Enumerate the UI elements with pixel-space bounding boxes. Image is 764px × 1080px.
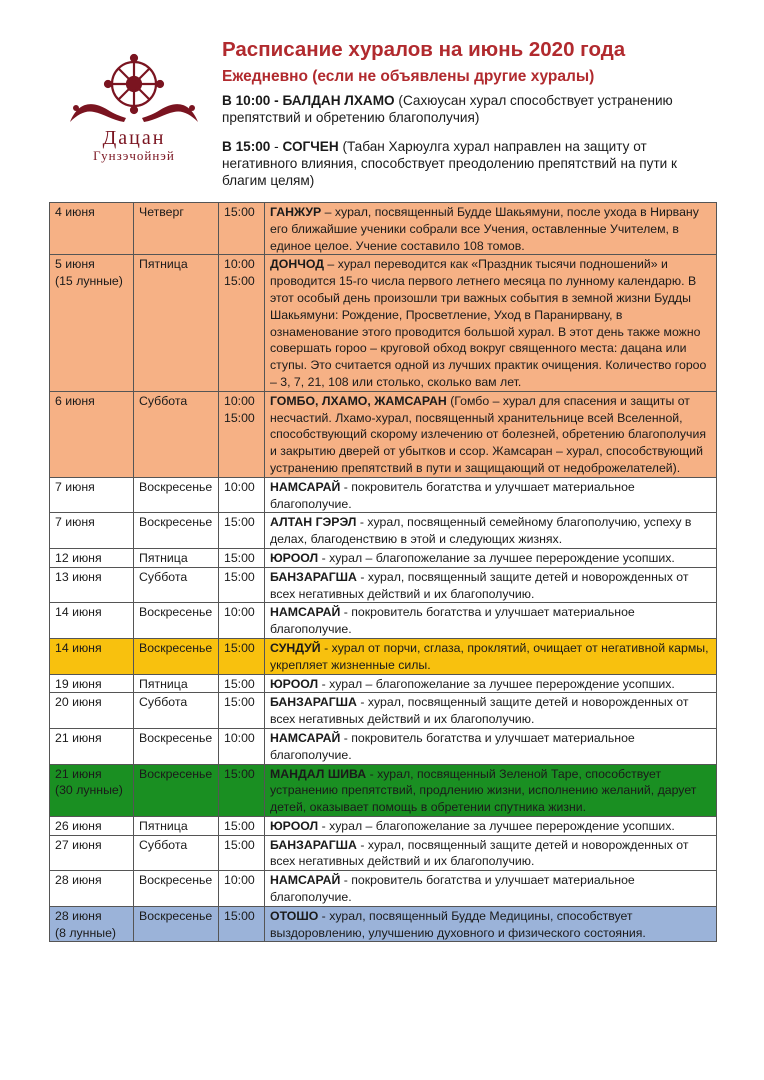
- date-cell: [50, 638, 134, 674]
- khural-name: ОТОШО: [270, 908, 319, 923]
- weekday-cell: [134, 255, 219, 391]
- table-row: [50, 477, 717, 513]
- weekday-cell: [134, 871, 219, 907]
- description-cell: [265, 513, 717, 549]
- khural-description: - хурал, посвященный Будде Медицины, способствует выздоровлению, улучшению духовного и физического состояния.: [270, 908, 646, 940]
- date: 7 июня: [55, 515, 95, 530]
- table-row: [50, 728, 717, 764]
- description-cell: [265, 567, 717, 603]
- time: 15:00: [224, 569, 255, 584]
- date: 14 июня: [55, 605, 102, 620]
- time-cell: [219, 871, 265, 907]
- weekday: Суббота: [139, 837, 188, 852]
- time: 15:00: [224, 205, 255, 219]
- date: 26 июня: [55, 818, 102, 833]
- time: 10:00: [224, 393, 255, 408]
- description-cell: [265, 391, 717, 477]
- date: 27 июня: [55, 837, 102, 852]
- time-cell: [219, 203, 265, 255]
- time: 15:00: [224, 818, 255, 833]
- schedule-table: [49, 202, 717, 942]
- weekday-cell: [134, 674, 219, 693]
- weekday: Воскресенье: [139, 908, 213, 923]
- khural-name: ЮРООЛ: [270, 818, 319, 833]
- khural-name: ЮРООЛ: [270, 550, 319, 565]
- time-cell: [219, 728, 265, 764]
- khural-name: БАНЗАРАГША: [270, 837, 357, 852]
- weekday: Воскресенье: [139, 605, 213, 620]
- time: 15:00: [224, 837, 255, 852]
- khural-name: СУНДУЙ: [270, 640, 321, 655]
- date: 4 июня: [55, 205, 95, 219]
- date: 28 июня: [55, 873, 102, 888]
- time-cell: [219, 391, 265, 477]
- date-cell: [50, 816, 134, 835]
- lunar-date: (30 лунные): [55, 783, 123, 798]
- table-row: [50, 693, 717, 729]
- khural-name: ДОНЧОД: [270, 257, 325, 272]
- khural-description: - хурал, посвященный защите детей и новорожденных от всех негативных действий и их благополучию.: [270, 837, 689, 869]
- table-row: [50, 835, 717, 871]
- daily-entry-2-time: В 15:00: [222, 139, 271, 154]
- weekday-cell: [134, 603, 219, 639]
- time: 15:00: [224, 695, 255, 710]
- weekday: Пятница: [139, 818, 188, 833]
- table-row: [50, 674, 717, 693]
- description-cell: [265, 906, 717, 942]
- date-cell: [50, 203, 134, 255]
- lunar-date: (8 лунные): [55, 925, 117, 940]
- weekday-cell: [134, 638, 219, 674]
- table-row: [50, 816, 717, 835]
- time: 10:00: [224, 873, 255, 888]
- description-cell: [265, 764, 717, 816]
- khural-name: МАНДАЛ ШИВА: [270, 766, 367, 781]
- weekday: Пятница: [139, 257, 188, 272]
- date-cell: [50, 693, 134, 729]
- date-cell: [50, 548, 134, 567]
- date-cell: [50, 513, 134, 549]
- time-cell: [219, 548, 265, 567]
- date-cell: [50, 871, 134, 907]
- date-cell: [50, 567, 134, 603]
- time-cell: [219, 764, 265, 816]
- lunar-date: (15 лунные): [55, 274, 123, 289]
- table-row: [50, 548, 717, 567]
- time-cell: [219, 835, 265, 871]
- table-row: [50, 906, 717, 942]
- time: 15:00: [224, 640, 255, 655]
- time-cell: [219, 674, 265, 693]
- weekday-cell: [134, 816, 219, 835]
- khural-description: - хурал, посвященный защите детей и новорожденных от всех негативных действий и их благополучию.: [270, 695, 689, 727]
- weekday: Четверг: [139, 205, 184, 219]
- daily-entry-1: [222, 92, 692, 126]
- dharma-wheel-icon: [64, 52, 204, 128]
- time: 15:00: [224, 676, 255, 691]
- weekday: Воскресенье: [139, 873, 213, 888]
- description-cell: [265, 816, 717, 835]
- weekday: Воскресенье: [139, 479, 213, 494]
- khural-description: - хурал, посвященный Зеленой Таре, способствует устранению препятствий, продлению жизни, исполнению желаний, дарует детей, оказывает помощь в обретении спутника жизни.: [270, 766, 697, 815]
- date: 21 июня: [55, 730, 102, 745]
- khural-description: - хурал от порчи, сглаза, проклятий, очищает от негативной кармы, укрепляет жизненные силы.: [270, 640, 709, 672]
- daily-entry-1-desc: (Сахюусан хурал способствует устранению препятствий и обретению благополучия): [222, 93, 673, 125]
- weekday-cell: [134, 764, 219, 816]
- date-cell: [50, 477, 134, 513]
- khural-description: - хурал – благопожелание за лучшее перерождение усопших.: [318, 550, 675, 565]
- date: 6 июня: [55, 393, 95, 408]
- khural-description: - хурал – благопожелание за лучшее перерождение усопших.: [318, 676, 675, 691]
- daily-entry-2-dash: -: [270, 139, 283, 154]
- description-cell: [265, 638, 717, 674]
- table-row: [50, 255, 717, 391]
- table-row: [50, 203, 717, 255]
- time: 10:00: [224, 605, 255, 620]
- weekday: Воскресенье: [139, 515, 213, 530]
- weekday-cell: [134, 693, 219, 729]
- time: 15:00: [224, 550, 255, 565]
- description-cell: [265, 203, 717, 255]
- khural-name: ГОМБО, ЛХАМО, ЖАМСАРАН: [270, 393, 447, 408]
- description-cell: [265, 548, 717, 567]
- date: 28 июня: [55, 908, 102, 923]
- time-cell: [219, 638, 265, 674]
- time-cell: [219, 477, 265, 513]
- khural-description: - покровитель богатства и улучшает материальное благополучие.: [270, 479, 635, 511]
- weekday: Воскресенье: [139, 730, 213, 745]
- time: 10:00: [224, 479, 255, 494]
- date-cell: [50, 674, 134, 693]
- table-row: [50, 567, 717, 603]
- time: 15:00: [224, 766, 255, 781]
- date-cell: [50, 603, 134, 639]
- weekday: Воскресенье: [139, 640, 213, 655]
- weekday-cell: [134, 548, 219, 567]
- khural-name: НАМСАРАЙ: [270, 730, 341, 745]
- description-cell: [265, 835, 717, 871]
- weekday-cell: [134, 835, 219, 871]
- date: 19 июня: [55, 676, 102, 691]
- date: 12 июня: [55, 550, 102, 565]
- khural-name: НАМСАРАЙ: [270, 873, 341, 888]
- description-cell: [265, 477, 717, 513]
- description-cell: [265, 693, 717, 729]
- weekday-cell: [134, 728, 219, 764]
- time: 15:00: [224, 515, 255, 530]
- weekday-cell: [134, 203, 219, 255]
- khural-name: НАМСАРАЙ: [270, 605, 341, 620]
- description-cell: [265, 728, 717, 764]
- date-cell: [50, 728, 134, 764]
- time-cell: [219, 255, 265, 391]
- date-cell: [50, 906, 134, 942]
- time: 15:00: [224, 908, 255, 923]
- time-second: 15:00: [224, 274, 255, 289]
- description-cell: [265, 871, 717, 907]
- khural-description: - покровитель богатства и улучшает материальное благополучие.: [270, 730, 635, 762]
- table-row: [50, 513, 717, 549]
- time: 10:00: [224, 257, 255, 272]
- weekday: Суббота: [139, 569, 188, 584]
- weekday: Суббота: [139, 393, 188, 408]
- date: 20 июня: [55, 695, 102, 710]
- khural-name: АЛТАН ГЭРЭЛ: [270, 515, 357, 530]
- time-cell: [219, 513, 265, 549]
- description-cell: [265, 603, 717, 639]
- time-second: 15:00: [224, 410, 255, 425]
- date: 13 июня: [55, 569, 102, 584]
- logo-subtext: Гунзэчойнэй: [93, 148, 175, 163]
- daily-entry-2: [222, 138, 692, 189]
- date: 14 июня: [55, 640, 102, 655]
- khural-name: БАНЗАРАГША: [270, 569, 357, 584]
- date-cell: [50, 764, 134, 816]
- time: 10:00: [224, 730, 255, 745]
- table-row: [50, 603, 717, 639]
- schedule-body: [50, 203, 717, 942]
- weekday: Суббота: [139, 695, 188, 710]
- table-row: [50, 638, 717, 674]
- khural-name: ЮРООЛ: [270, 676, 319, 691]
- khural-description: – хурал, посвященный Будде Шакьямуни, после ухода в Нирвану его ближайшие ученики собрали все Учения, оставленные Учителем, в единое целое. Учение составило 108 томов.: [270, 205, 699, 253]
- date: 7 июня: [55, 479, 95, 494]
- datsan-logo: [58, 52, 210, 170]
- time-cell: [219, 693, 265, 729]
- table-row: [50, 391, 717, 477]
- weekday: Пятница: [139, 676, 188, 691]
- table-row: [50, 871, 717, 907]
- khural-name: БАНЗАРАГША: [270, 695, 357, 710]
- weekday: Пятница: [139, 550, 188, 565]
- time-cell: [219, 603, 265, 639]
- daily-entry-2-name: СОГЧЕН: [282, 139, 339, 154]
- date: 21 июня: [55, 766, 102, 781]
- daily-entry-1-time-name: В 10:00 - БАЛДАН ЛХАМО: [222, 93, 395, 108]
- khural-description: - покровитель богатства и улучшает материальное благополучие.: [270, 873, 635, 905]
- logo-text: Дацан: [102, 127, 166, 149]
- time-cell: [219, 567, 265, 603]
- weekday: Воскресенье: [139, 766, 213, 781]
- daily-entry-2-desc: (Табан Харюулга хурал направлен на защиту от негативного влияния, способствует преодолению препятствий на пути к благим целям): [222, 139, 677, 188]
- date: 5 июня: [55, 257, 95, 272]
- date-cell: [50, 255, 134, 391]
- khural-description: - хурал, посвященный защите детей и новорожденных от всех негативных действий и их благополучию.: [270, 569, 689, 601]
- weekday-cell: [134, 391, 219, 477]
- weekday-cell: [134, 906, 219, 942]
- khural-description: – хурал переводится как «Праздник тысячи подношений» и проводится 15-го числа первого летнего месяца по лунному календарю. В этот особый день произошли три важных события в земной жизни Будды Шакьямуни: Рождение, Просветление, Уход в Паранирвану, в ознаменование этого проводится большой хурал. В этот день также можно совершать гороо – круговой обход вокруг священного места: дацана или ступы. Это считается одной из лучших практик очищения. Количество гороо – 3, 7, 21, 108 или столько, сколько вам лет.: [270, 257, 707, 389]
- khural-description: - покровитель богатства и улучшает материальное благополучие.: [270, 605, 635, 637]
- description-cell: [265, 674, 717, 693]
- time-cell: [219, 816, 265, 835]
- description-cell: [265, 255, 717, 391]
- daily-heading: Ежедневно (если не объявлены другие хуралы): [222, 68, 595, 85]
- khural-name: ГАНЖУР: [270, 205, 322, 219]
- khural-name: НАМСАРАЙ: [270, 479, 341, 494]
- time-cell: [219, 906, 265, 942]
- weekday-cell: [134, 513, 219, 549]
- page-title: Расписание хуралов на июнь 2020 года: [222, 38, 626, 61]
- khural-description: (Гомбо – хурал для спасения и защиты от несчастий. Лхамо-хурал, посвященный хранительнице всей Вселенной, способствующий скорому излечению от болезней, обретению благополучия и закрытию дверей от убытков и ссор. Жамсаран – хурал, способствующий устранению препятствий в пути и защищающий от недоброжелателей).: [270, 393, 706, 475]
- weekday-cell: [134, 567, 219, 603]
- date-cell: [50, 391, 134, 477]
- date-cell: [50, 835, 134, 871]
- table-row: [50, 764, 717, 816]
- khural-description: - хурал, посвященный семейному благополучию, успеху в делах, благоденствию в этой и следующих жизнях.: [270, 515, 692, 547]
- weekday-cell: [134, 477, 219, 513]
- khural-description: - хурал – благопожелание за лучшее перерождение усопших.: [318, 818, 675, 833]
